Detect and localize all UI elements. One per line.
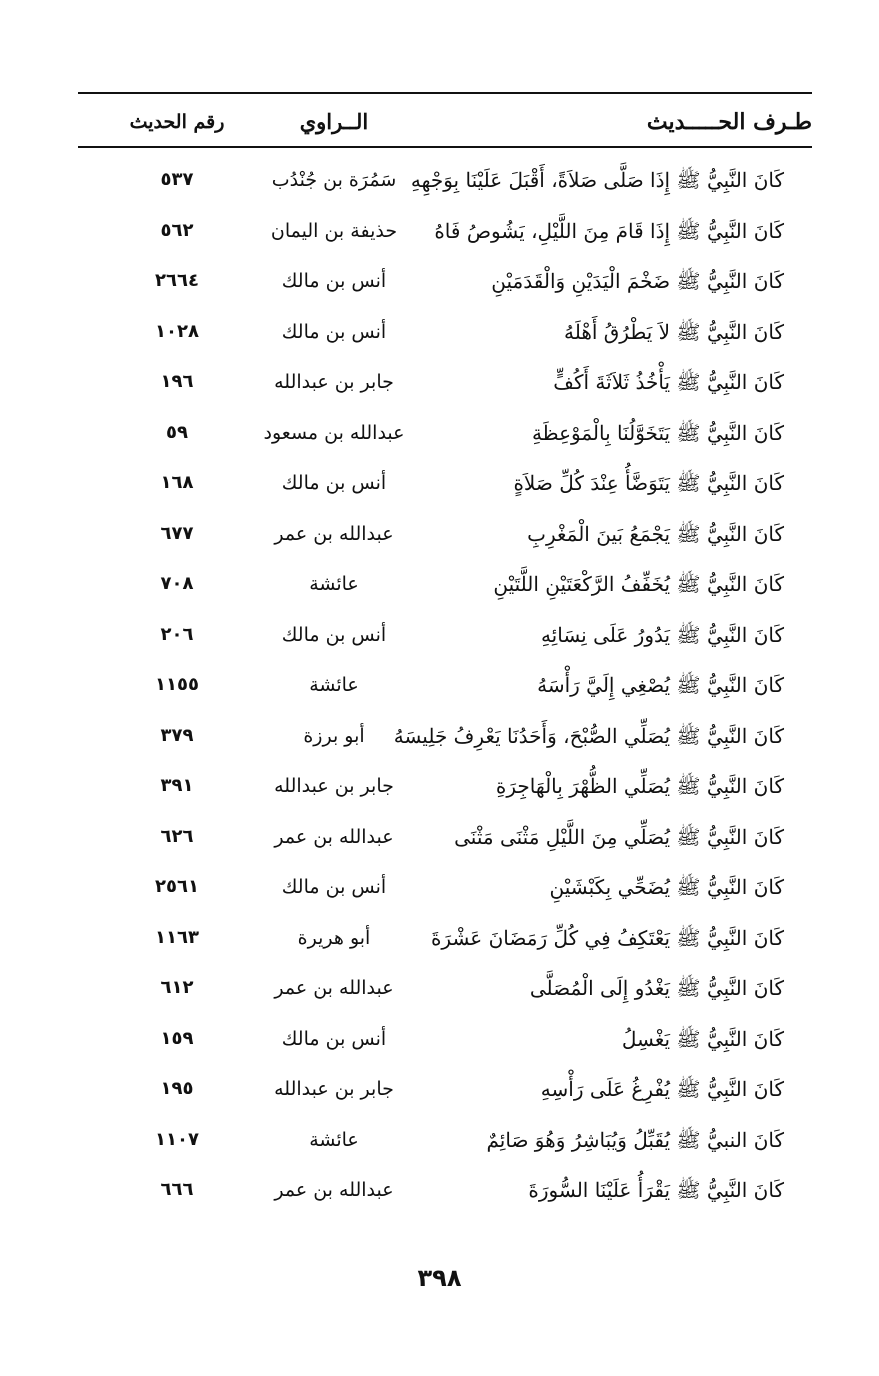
narrator-name: أبو هريرة — [297, 926, 371, 949]
hadith-text: كَانَ النبيُّ ﷺ يُقَبِّلُ وَيُبَاشِرُ وَهُوَ صَائِمٌ — [486, 1127, 784, 1152]
hadith-text: كَانَ النَّبِيُّ ﷺ يَعْتَكِفُ فِي كُلِّ رَمَضَانَ عَشْرَةَ — [430, 925, 784, 950]
hadith-number: ١١٥٥ — [155, 674, 199, 695]
hadith-number: ١٠٢٨ — [155, 320, 199, 342]
hadith-text: كَانَ النَّبِيُّ ﷺ يُصَلِّي الظُّهْرَ بِالْهَاجِرَةِ — [495, 774, 784, 798]
hadith-text: كَانَ النَّبِيُّ ﷺ يُصَلِّي مِنَ اللَّيْلِ مَثْنَى مَثْنَى — [454, 824, 784, 849]
table-row — [78, 815, 812, 866]
table-row — [78, 714, 812, 765]
header-number-label: رقم الحديث — [129, 111, 225, 133]
hadith-number: ٢٥٦١ — [155, 876, 199, 897]
narrator-name: أنس بن مالك — [281, 623, 387, 646]
hadith-number: ١١٠٧ — [155, 1128, 199, 1150]
top-rule — [78, 92, 812, 94]
hadith-number: ٦٢٦ — [160, 825, 194, 847]
hadith-text: كَانَ النَّبِيُّ ﷺ يَغْسِلُ — [621, 1026, 784, 1051]
hadith-number: ٦٦٦ — [160, 1179, 194, 1200]
narrator-name: جابر بن عبدالله — [274, 775, 394, 797]
hadith-text: كَانَ النَّبِيُّ ﷺ يَجْمَعُ بَينَ الْمَغْرِبِ — [527, 521, 784, 546]
table-header — [78, 100, 812, 144]
hadith-text: كَانَ النَّبِيُّ ﷺ يَدُورُ عَلَى نِسَائِهِ — [540, 622, 784, 647]
hadith-text: كَانَ النَّبِيُّ ﷺ يَقْرَأُ عَلَيْنَا السُّورَةَ — [528, 1178, 784, 1202]
narrator-name: أبو برزة — [303, 724, 365, 747]
table-row — [78, 613, 812, 664]
table-row — [78, 966, 812, 1017]
table-row — [78, 764, 812, 815]
narrator-name: عائشة — [309, 1128, 359, 1151]
hadith-text: كَانَ النَّبِيُّ ﷺ يُضَحِّي بِكَبْشَيْنِ — [549, 875, 784, 899]
table-row — [78, 1017, 812, 1068]
table-row — [78, 158, 812, 209]
hadith-text: كَانَ النَّبِيُّ ﷺ يَأْخُذُ ثَلاَثَةَ أَكُفٍّ — [553, 370, 784, 394]
hadith-number: ١٥٩ — [160, 1027, 194, 1049]
narrator-name: عبدالله بن عمر — [274, 1179, 394, 1201]
table-row — [78, 411, 812, 462]
table-row — [78, 916, 812, 967]
hadith-number: ٢٠٦ — [160, 623, 194, 645]
hadith-number: ٣٧٩ — [160, 724, 194, 746]
narrator-name: عبدالله بن مسعود — [263, 421, 405, 444]
table-row — [78, 310, 812, 361]
narrator-name: أنس بن مالك — [281, 876, 387, 898]
table-row — [78, 461, 812, 512]
table-row — [78, 1118, 812, 1169]
hadith-number: ٦٧٧ — [160, 522, 194, 544]
hadith-number: ٣٩١ — [160, 775, 194, 796]
header-narrator-label: الــراوي — [299, 109, 369, 134]
hadith-number: ١٩٥ — [160, 1078, 194, 1099]
narrator-name: أنس بن مالك — [281, 270, 387, 292]
hadith-text: كَانَ النَّبِيُّ ﷺ يَتَوَضَّأُ عِنْدَ كُلِّ صَلاَةٍ — [513, 471, 784, 495]
page-number: ٣٩٨ — [417, 1264, 462, 1292]
hadith-number: ١١٦٣ — [155, 926, 199, 948]
narrator-name: عائشة — [309, 573, 359, 595]
table-row — [78, 663, 812, 714]
table-row — [78, 1168, 812, 1219]
narrator-name: عبدالله بن عمر — [274, 522, 394, 545]
narrator-name: عبدالله بن عمر — [274, 977, 394, 999]
table-row — [78, 360, 812, 411]
hadith-number: ٥٣٧ — [160, 169, 194, 190]
narrator-name: أنس بن مالك — [281, 320, 387, 343]
hadith-number: ٥٩ — [166, 421, 188, 443]
narrator-name: جابر بن عبدالله — [274, 1078, 394, 1100]
narrator-name: جابر بن عبدالله — [274, 371, 394, 393]
hadith-number: ١٦٨ — [160, 472, 194, 493]
hadith-text: كَانَ النَّبِيُّ ﷺ لاَ يَطْرُقُ أَهْلَهُ — [563, 319, 784, 344]
narrator-name: عائشة — [309, 674, 359, 696]
table-row — [78, 259, 812, 310]
header-hadith-label: طـرف الحـــــديث — [646, 109, 812, 135]
hadith-number: ٥٦٢ — [160, 219, 194, 241]
table-row — [78, 1067, 812, 1118]
narrator-name: عبدالله بن عمر — [274, 825, 394, 848]
hadith-number: ٧٠٨ — [160, 573, 194, 594]
hadith-text: كَانَ النَّبِيُّ ﷺ يُصْغِي إِلَيَّ رَأْسَهُ — [537, 673, 784, 697]
narrator-name: أنس بن مالك — [281, 1027, 387, 1050]
table-row — [78, 209, 812, 260]
table-row — [78, 512, 812, 563]
hadith-text: كَانَ النَّبِيُّ ﷺ يَتَخَوَّلُنَا بِالْمَوْعِظَةِ — [531, 420, 784, 445]
hadith-text: كَانَ النَّبِيُّ ﷺ إِذَا صَلَّى صَلاَةً، أَقْبَلَ عَلَيْنَا بِوَجْهِهِ — [410, 168, 784, 192]
hadith-text: كَانَ النَّبِيُّ ﷺ يُصَلِّي الصُّبْحَ، وَأَحَدُنَا يَعْرِفُ جَلِيسَهُ — [393, 723, 784, 748]
hadith-text: كَانَ النَّبِيُّ ﷺ إِذَا قَامَ مِنَ اللَّيْلِ، يَشُوصُ فَاهُ — [434, 218, 784, 243]
narrator-name: حذيفة بن اليمان — [270, 219, 398, 242]
hadith-text: كَانَ النَّبِيُّ ﷺ يُخَفِّفُ الرَّكْعَتَيْنِ اللَّتَيْنِ — [493, 572, 784, 596]
hadith-number: ٢٦٦٤ — [155, 270, 199, 291]
hadith-number: ١٩٦ — [160, 371, 194, 392]
narrator-name: أنس بن مالك — [281, 472, 387, 494]
hadith-index-table — [78, 158, 812, 1219]
table-row — [78, 562, 812, 613]
header-rule — [78, 146, 812, 148]
narrator-name: سَمُرَة بن جُنْدُب — [271, 169, 397, 191]
hadith-text: كَانَ النَّبِيُّ ﷺ يُفْرِغُ عَلَى رَأْسِهِ — [540, 1077, 784, 1101]
hadith-text: كَانَ النَّبِيُّ ﷺ ضَخْمَ الْيَدَيْنِ وَالْقَدَمَيْنِ — [491, 269, 784, 293]
table-row — [78, 865, 812, 916]
hadith-text: كَانَ النَّبِيُّ ﷺ يَغْدُو إِلَى الْمُصَلَّى — [529, 976, 784, 1000]
hadith-number: ٦١٢ — [160, 977, 194, 998]
